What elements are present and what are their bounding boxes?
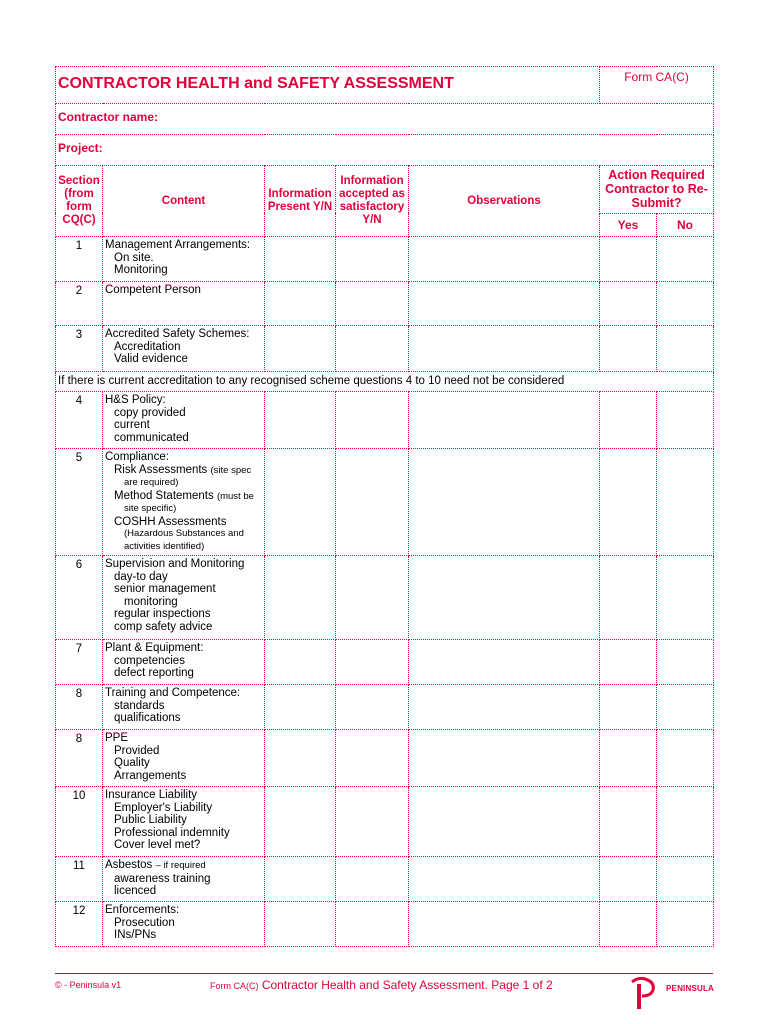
content-cell (103, 237, 265, 282)
content-line: awareness training (114, 872, 211, 885)
yes-cell[interactable] (600, 730, 657, 787)
section-number: 7 (56, 640, 103, 685)
brand-name: PENINSULA (666, 984, 715, 993)
content-line: current (114, 419, 150, 431)
assessment-table (55, 66, 714, 947)
content-line: monitoring (124, 595, 178, 608)
accreditation-note: If there is current accreditation to any recognised scheme questions 4 to 10 need not be considered (56, 372, 714, 392)
content-cell (103, 392, 265, 449)
info-accepted-cell[interactable] (336, 787, 409, 857)
info-accepted-cell[interactable] (336, 237, 409, 282)
assessment-form (55, 66, 713, 947)
content-line: copy provided (114, 406, 186, 419)
content-cell (103, 640, 265, 685)
no-cell[interactable] (657, 237, 714, 282)
info-accepted-cell[interactable] (336, 640, 409, 685)
info-accepted-cell[interactable] (336, 392, 409, 449)
table-row (56, 372, 714, 392)
content-title: H&S Policy: (105, 394, 166, 406)
content-cell (103, 449, 265, 556)
info-present-cell[interactable] (265, 857, 336, 902)
table-row (56, 857, 714, 902)
yes-cell[interactable] (600, 237, 657, 282)
no-cell[interactable] (657, 326, 714, 372)
table-row (56, 392, 714, 449)
content-line: Monitoring (114, 264, 168, 276)
col-header-content: Content (103, 166, 265, 237)
col-header-yes: Yes (600, 213, 657, 236)
content-line: Provided (114, 744, 160, 757)
table-row (56, 326, 714, 372)
col-header-info-present: Information Present Y/N (265, 166, 336, 237)
no-cell[interactable] (657, 556, 714, 640)
page-footer (55, 973, 713, 1014)
col-header-no: No (657, 213, 714, 236)
content-line: Risk Assessments (site spec (114, 463, 252, 476)
info-present-cell[interactable] (265, 392, 336, 449)
yes-cell[interactable] (600, 787, 657, 857)
section-number: 8 (56, 730, 103, 787)
copyright-text: © - Peninsula v1 (55, 980, 122, 990)
section-number: 10 (56, 787, 103, 857)
content-line: COSHH Assessments (114, 515, 227, 528)
table-row (56, 787, 714, 857)
table-row (56, 730, 714, 787)
info-present-cell[interactable] (265, 730, 336, 787)
section-number: 2 (56, 282, 103, 326)
no-cell[interactable] (657, 282, 714, 326)
content-line: senior management (114, 583, 216, 595)
yes-cell[interactable] (600, 326, 657, 372)
info-present-cell[interactable] (265, 282, 336, 326)
col-header-observations: Observations (409, 166, 600, 237)
content-title: Management Arrangements: (105, 239, 251, 251)
observations-cell[interactable] (409, 449, 600, 556)
info-accepted-cell[interactable] (336, 449, 409, 556)
content-title: Accredited Safety Schemes: (105, 328, 250, 340)
content-title: Plant & Equipment: (105, 642, 204, 654)
section-number: 3 (56, 326, 103, 372)
content-line: (Hazardous Substances and (124, 528, 244, 539)
form-number: Form CA(C) (600, 67, 714, 104)
table-row (56, 556, 714, 640)
content-line: qualifications (114, 712, 181, 724)
table-row (56, 640, 714, 685)
section-number: 8 (56, 685, 103, 730)
contractor-name-field[interactable]: Contractor name: (56, 104, 714, 135)
observations-cell[interactable] (409, 392, 600, 449)
no-cell[interactable] (657, 449, 714, 556)
content-line: defect reporting (114, 667, 194, 679)
content-cell (103, 730, 265, 787)
content-cell (103, 556, 265, 640)
content-line: regular inspections (114, 608, 211, 620)
content-line: are required) (124, 477, 179, 488)
observations-cell[interactable] (409, 787, 600, 857)
info-accepted-cell[interactable] (336, 730, 409, 787)
content-line: comp safety advice (114, 620, 213, 633)
section-number: 1 (56, 237, 103, 282)
info-accepted-cell[interactable] (336, 282, 409, 326)
col-header-action: Action Required Contractor to Re-Submit? (600, 166, 714, 214)
content-cell (103, 326, 265, 372)
project-field[interactable]: Project: (56, 135, 714, 166)
content-title: Supervision and Monitoring (105, 558, 245, 570)
content-line: Arrangements (114, 769, 187, 782)
observations-cell[interactable] (409, 282, 600, 326)
observations-cell[interactable] (409, 902, 600, 947)
info-present-cell[interactable] (265, 640, 336, 685)
yes-cell[interactable] (600, 556, 657, 640)
observations-cell[interactable] (409, 237, 600, 282)
info-accepted-cell[interactable] (336, 857, 409, 902)
no-cell[interactable] (657, 392, 714, 449)
footer-title: Form CA(C) Contractor Health and Safety Assessment. Page 1 of 2 (210, 978, 553, 992)
content-line: competencies (114, 654, 185, 667)
table-row (56, 282, 714, 326)
observations-cell[interactable] (409, 730, 600, 787)
content-title: Compliance: (105, 451, 169, 463)
no-cell[interactable] (657, 857, 714, 902)
content-line: Accreditation (114, 340, 181, 353)
peninsula-logo-icon (628, 976, 660, 1010)
content-cell (103, 857, 265, 902)
page-title: CONTRACTOR HEALTH and SAFETY ASSESSMENT (56, 67, 600, 104)
no-cell[interactable] (657, 730, 714, 787)
no-cell[interactable] (657, 640, 714, 685)
info-present-cell[interactable] (265, 449, 336, 556)
section-number: 5 (56, 449, 103, 556)
info-present-cell[interactable] (265, 685, 336, 730)
info-present-cell[interactable] (265, 787, 336, 857)
content-line: On site. (114, 251, 154, 264)
yes-cell[interactable] (600, 392, 657, 449)
info-present-cell[interactable] (265, 902, 336, 947)
content-cell (103, 685, 265, 730)
section-number: 11 (56, 857, 103, 902)
observations-cell[interactable] (409, 685, 600, 730)
yes-cell[interactable] (600, 282, 657, 326)
content-line: Public Liability (114, 814, 187, 826)
yes-cell[interactable] (600, 449, 657, 556)
content-line: activities identified) (124, 540, 205, 552)
no-cell[interactable] (657, 787, 714, 857)
section-number: 12 (56, 902, 103, 947)
observations-cell[interactable] (409, 556, 600, 640)
content-line: standards (114, 699, 165, 712)
content-line: INs/PNs (114, 929, 157, 941)
content-line: Prosecution (114, 916, 175, 929)
content-title: Asbestos – if required (105, 859, 206, 871)
info-present-cell[interactable] (265, 326, 336, 372)
table-row (56, 237, 714, 282)
section-number: 4 (56, 392, 103, 449)
table-row (56, 902, 714, 947)
col-header-info-accepted: Information accepted as satisfactory Y/N (336, 166, 409, 237)
observations-cell[interactable] (409, 326, 600, 372)
content-line: Valid evidence (114, 353, 188, 365)
info-accepted-cell[interactable] (336, 902, 409, 947)
table-row (56, 685, 714, 730)
observations-cell[interactable] (409, 857, 600, 902)
content-title: PPE (105, 732, 129, 744)
content-title: Competent Person (105, 284, 201, 296)
info-present-cell[interactable] (265, 237, 336, 282)
table-row (56, 449, 714, 556)
content-line: Employer's Liability (114, 801, 213, 814)
content-title: Insurance Liability (105, 789, 198, 801)
content-line: Cover level met? (114, 839, 201, 851)
info-accepted-cell[interactable] (336, 556, 409, 640)
content-line: day-to day (114, 570, 168, 583)
no-cell[interactable] (657, 902, 714, 947)
col-header-section: Section (from form CQ(C) (56, 166, 103, 237)
no-cell[interactable] (657, 685, 714, 730)
content-line: Professional indemnity (114, 826, 230, 839)
content-cell (103, 902, 265, 947)
content-line: site specific) (124, 503, 177, 514)
yes-cell[interactable] (600, 902, 657, 947)
info-accepted-cell[interactable] (336, 685, 409, 730)
observations-cell[interactable] (409, 640, 600, 685)
content-line: licenced (114, 885, 157, 897)
yes-cell[interactable] (600, 857, 657, 902)
content-title: Enforcements: (105, 904, 180, 916)
content-line: Method Statements (must be (114, 489, 254, 502)
content-cell (103, 787, 265, 857)
content-cell (103, 282, 265, 326)
content-title: Training and Competence: (105, 687, 241, 699)
content-line: Quality (114, 757, 150, 769)
yes-cell[interactable] (600, 685, 657, 730)
info-accepted-cell[interactable] (336, 326, 409, 372)
info-present-cell[interactable] (265, 556, 336, 640)
yes-cell[interactable] (600, 640, 657, 685)
content-line: communicated (114, 431, 189, 444)
section-number: 6 (56, 556, 103, 640)
